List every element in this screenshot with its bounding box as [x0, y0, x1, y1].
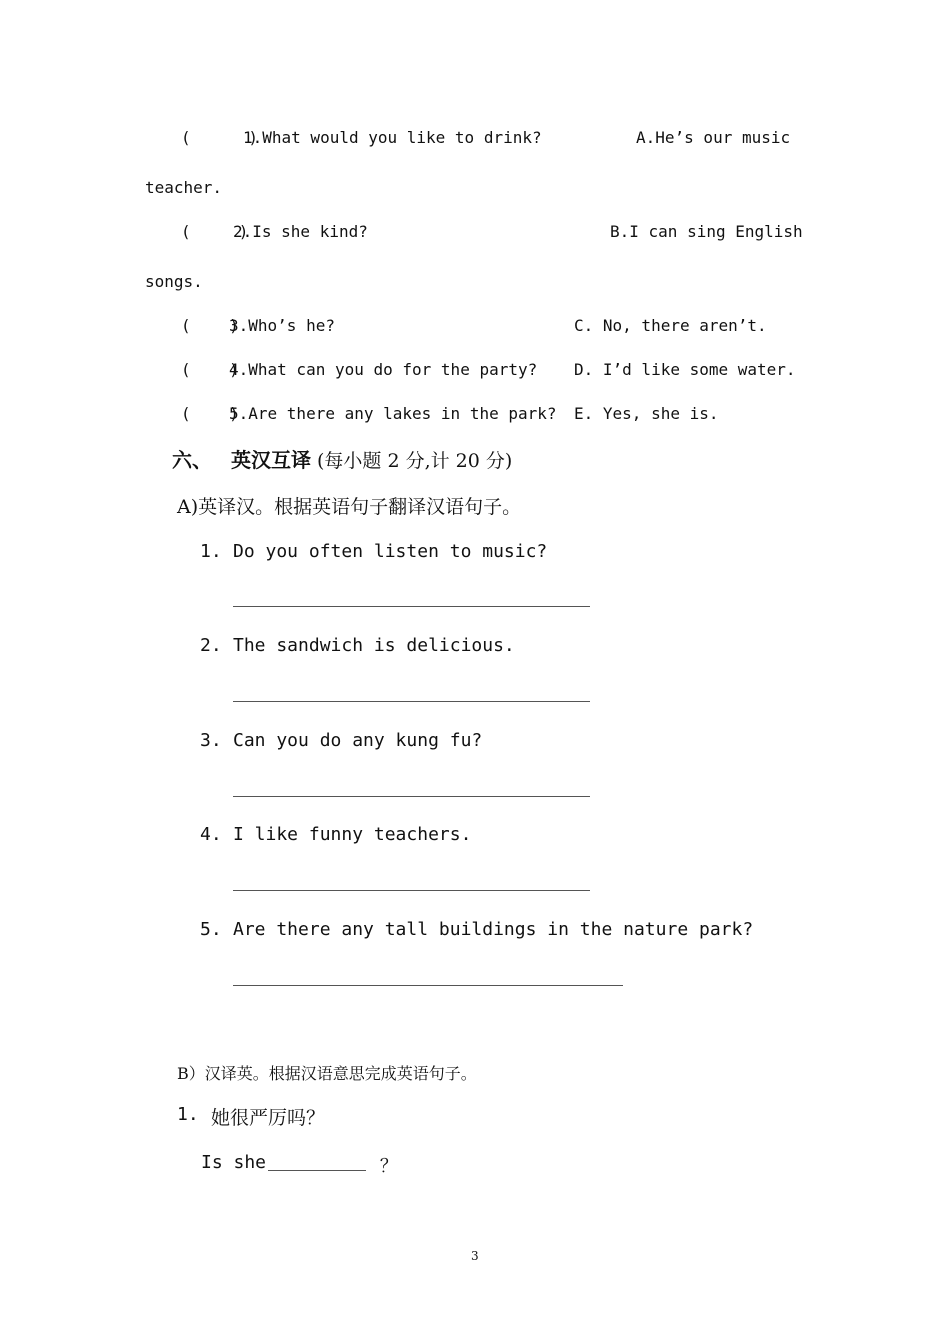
part-a-instruction: A)英译汉。根据英语句子翻译汉语句子。: [177, 496, 522, 518]
answer-line[interactable]: [233, 701, 590, 702]
answer-paren[interactable]: ( ): [181, 128, 259, 147]
part-b-instruction: B）汉译英。根据汉语意思完成英语句子。: [177, 1064, 477, 1083]
matching-question: 4.What can you do for the party?: [229, 360, 538, 379]
answer-line[interactable]: [233, 985, 623, 986]
item-number: 4.: [200, 824, 222, 845]
matching-answer: E. Yes, she is.: [574, 404, 719, 423]
item-number: 1.: [177, 1104, 199, 1125]
matching-answer: C. No, there aren’t.: [574, 316, 767, 335]
item-sentence: Can you do any kung fu?: [233, 730, 483, 751]
matching-question: 3.Who’s he?: [229, 316, 335, 335]
chinese-sentence: 她很严厉吗？: [211, 1107, 326, 1129]
section-number: 六、: [172, 448, 212, 472]
matching-question: 2.Is she kind?: [233, 222, 368, 241]
page-number: 3: [471, 1249, 479, 1263]
answer-line[interactable]: [233, 890, 590, 891]
item-sentence: Do you often listen to music?: [233, 541, 548, 562]
item-number: 3.: [200, 730, 222, 751]
item-number: 2.: [200, 635, 222, 656]
item-sentence: The sandwich is delicious.: [233, 635, 515, 656]
item-sentence: I like funny teachers.: [233, 824, 472, 845]
answer-paren[interactable]: ( ): [181, 404, 239, 423]
matching-answer-wrap: teacher.: [145, 178, 223, 197]
matching-question: 5.Are there any lakes in the park?: [229, 404, 557, 423]
sentence-prefix: Is she: [201, 1152, 267, 1173]
item-number: 5.: [200, 919, 222, 940]
fill-blank-line[interactable]: [268, 1170, 366, 1171]
answer-paren[interactable]: ( ): [181, 316, 239, 335]
matching-question: 1.What would you like to drink?: [243, 128, 542, 147]
matching-answer: A.He’s our music: [636, 128, 791, 147]
answer-line[interactable]: [233, 606, 590, 607]
section-title: 英汉互译: [231, 448, 311, 472]
item-sentence: Are there any tall buildings in the nature park?: [233, 919, 754, 940]
item-number: 1.: [200, 541, 222, 562]
answer-paren[interactable]: ( ): [181, 360, 239, 379]
answer-line[interactable]: [233, 796, 590, 797]
sentence-suffix: ？: [369, 1156, 398, 1177]
matching-answer: D. I’d like some water.: [574, 360, 796, 379]
answer-paren[interactable]: ( ): [181, 222, 249, 241]
section-points: (每小题 2 分,计 20 分): [317, 450, 513, 472]
matching-answer: B.I can sing English: [610, 222, 803, 241]
matching-answer-wrap: songs.: [145, 272, 203, 291]
